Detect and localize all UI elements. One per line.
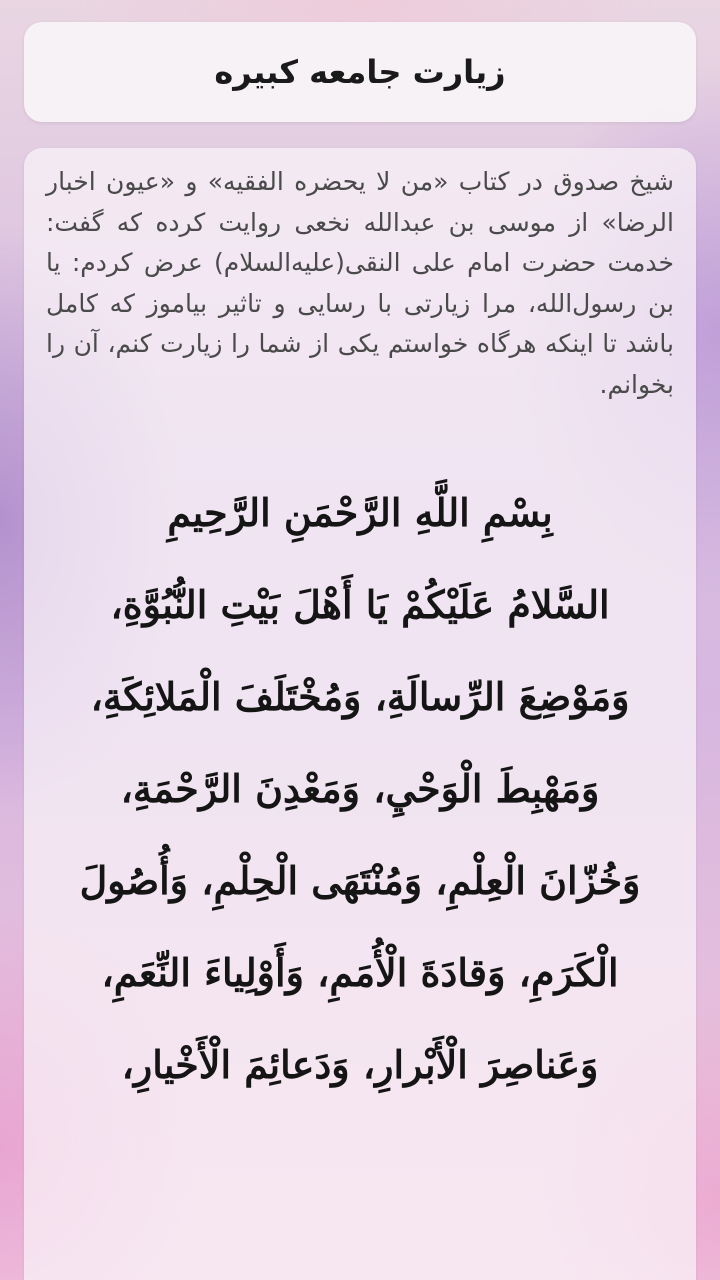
verse-line: الْكَرَمِ، وَقادَةَ الْأُمَمِ، وَأَوْلِياءَ النِّعَمِ، [101, 950, 619, 995]
verse-line: وَعَناصِرَ الْأَبْرارِ، وَدَعائِمَ الْأَخْيارِ، [121, 1042, 599, 1087]
verse-line: وَمَوْضِعَ الرِّسالَةِ، وَمُخْتَلَفَ الْمَلائِكَةِ، [90, 674, 630, 719]
page-title: زیارت جامعه کبیره [214, 53, 506, 91]
verse-line: السَّلامُ عَلَيْكُمْ يَا أَهْلَ بَيْتِ النُّبُوَّةِ، [110, 582, 610, 627]
verse-line-bismillah: بِسْمِ اللَّهِ الرَّحْمَنِ الرَّحِيمِ [167, 490, 553, 535]
verse-line: وَخُزّانَ الْعِلْمِ، وَمُنْتَهَى الْحِلْمِ، وَأُصُولَ [79, 858, 641, 903]
intro-paragraph: شیخ صدوق در کتاب «من لا یحضره الفقیه» و «عیون اخبار الرضا» از موسی بن عبدالله نخعی روایت کرده که گفت: خدمت حضرت امام علی النقی(علیه‌السلام) عرض کردم: یا بن رسول‌الله، مرا زیارتی با رسایی و تاثیر بیاموز که کامل باشد تا اینکه هرگاه خواستم یکی از شما را زیارت کنم، آن را بخوانم. [46, 167, 674, 399]
verses-list [24, 467, 696, 1111]
verse-line: وَمَهْبِطَ الْوَحْيِ، وَمَعْدِنَ الرَّحْمَةِ، [120, 766, 600, 811]
content-card[interactable] [24, 148, 696, 1280]
title-bar [24, 22, 696, 122]
